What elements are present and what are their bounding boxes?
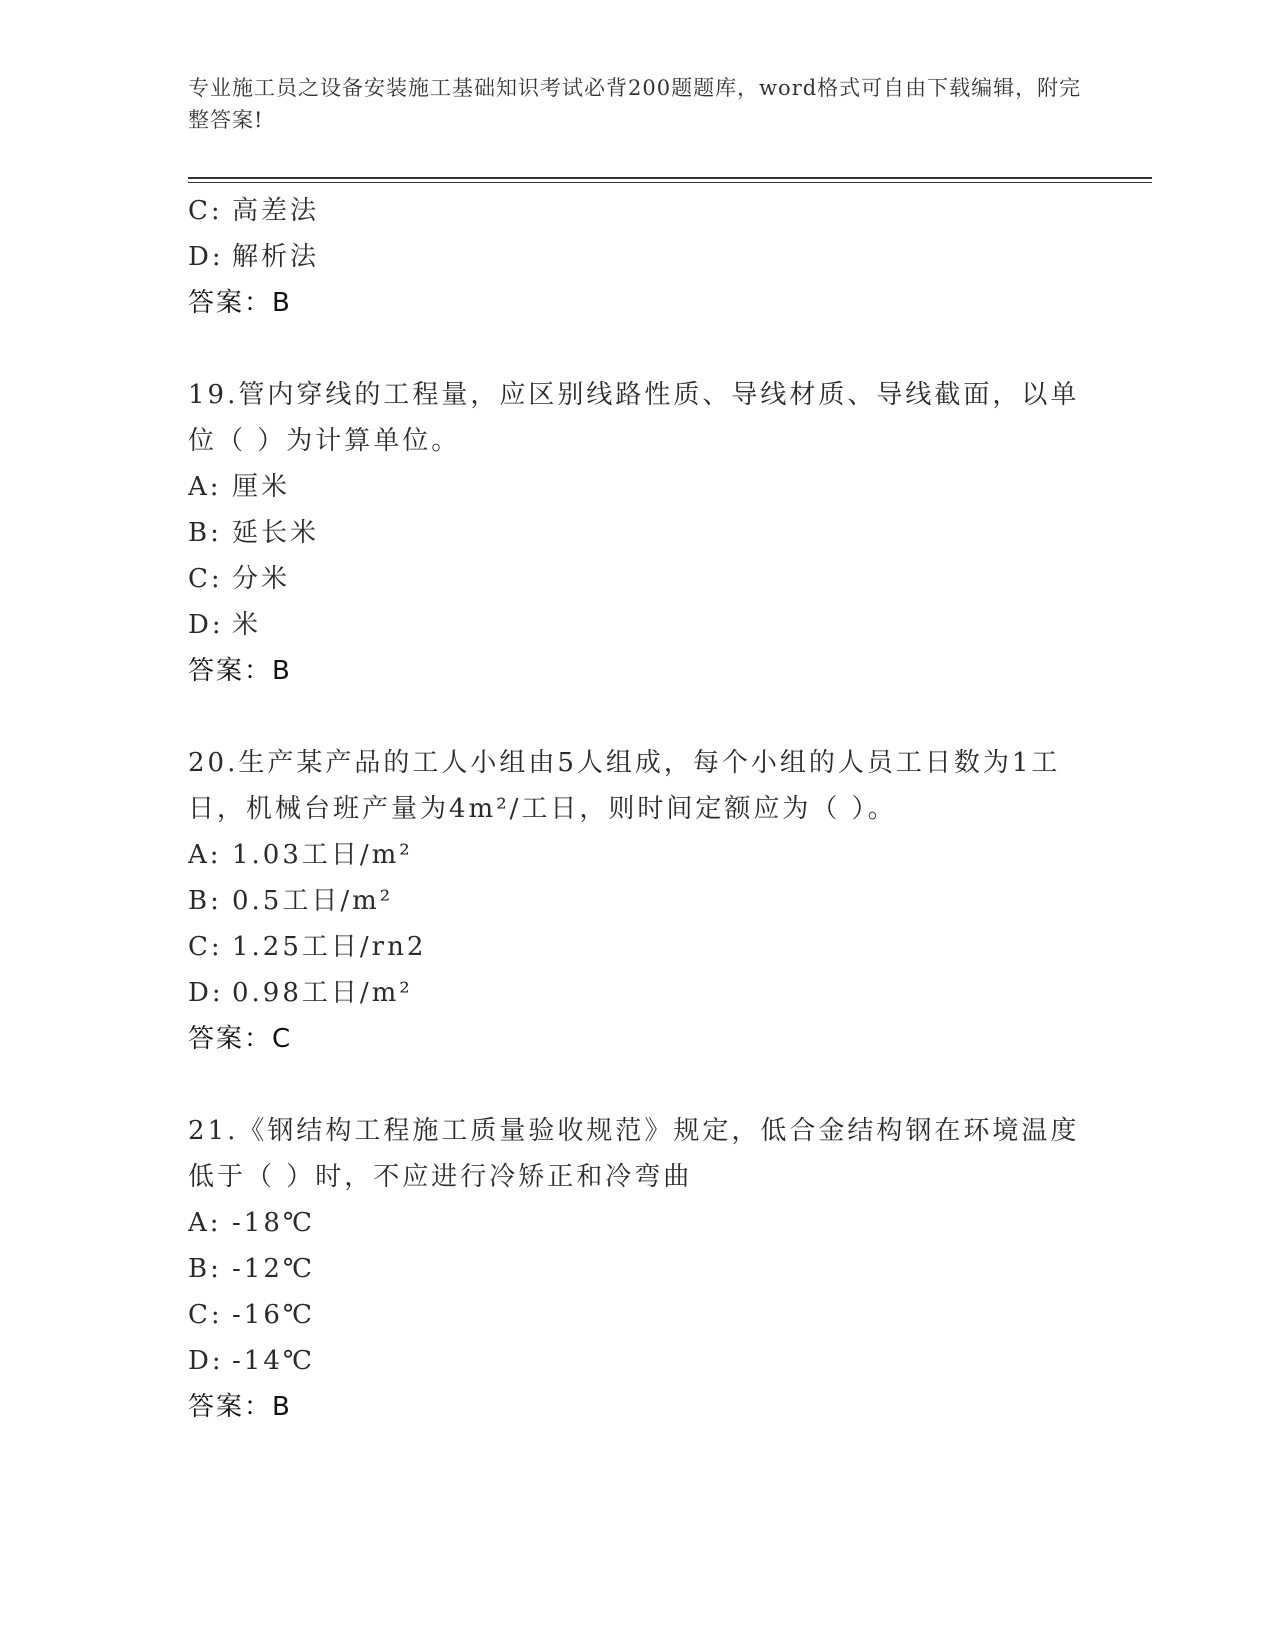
option-letter: B:	[188, 518, 222, 548]
header-divider-thin	[188, 182, 1152, 183]
option-letter: D:	[188, 610, 224, 640]
option-letter: C:	[188, 564, 223, 594]
option-a	[188, 832, 1088, 878]
answer-line: 答案：B	[188, 656, 292, 686]
option-letter: B:	[188, 886, 222, 916]
option-b	[188, 510, 1088, 556]
option-letter: B:	[188, 1254, 222, 1284]
option-letter: D:	[188, 978, 224, 1008]
question-21	[188, 1108, 1088, 1430]
option-c	[188, 556, 1088, 602]
option-text: 米	[232, 610, 262, 640]
option-text: 延长米	[232, 518, 320, 548]
question-20	[188, 740, 1088, 1062]
answer-line: 答案：C	[188, 1024, 293, 1054]
question-stem: 19.管内穿线的工程量，应区别线路性质、导线材质、导线截面，以单位（ ）为计算单位。	[188, 380, 1080, 456]
option-a	[188, 464, 1088, 510]
previous-question-tail	[188, 188, 1088, 326]
option-text: 1.03工日/m²	[232, 840, 413, 870]
answer-line: 答案：B	[188, 288, 292, 318]
option-c	[188, 924, 1088, 970]
question-stem: 20.生产某产品的工人小组由5人组成，每个小组的人员工日数为1工日，机械台班产量为4m²/工日，则时间定额应为（ ）。	[188, 748, 1061, 824]
option-b	[188, 878, 1088, 924]
option-a	[188, 1200, 1088, 1246]
spacer	[188, 694, 1088, 740]
option-text: 解析法	[232, 242, 320, 272]
header-divider-thick	[188, 177, 1152, 179]
option-text: 高差法	[232, 196, 320, 226]
spacer	[188, 1062, 1088, 1108]
option-letter: A:	[188, 1208, 222, 1238]
answer-line: 答案：B	[188, 1392, 292, 1422]
option-d	[188, 970, 1088, 1016]
document-header-title: 专业施工员之设备安装施工基础知识考试必背200题题库，word格式可自由下载编辑，附完整答案!	[188, 76, 1082, 132]
option-text: 分米	[232, 564, 291, 594]
option-c	[188, 188, 1088, 234]
option-letter: A:	[188, 472, 222, 502]
option-text: -16℃	[232, 1300, 315, 1330]
option-letter: C:	[188, 932, 223, 962]
option-text: 厘米	[232, 472, 291, 502]
question-19	[188, 372, 1088, 694]
spacer	[188, 326, 1088, 372]
option-d	[188, 1338, 1088, 1384]
option-letter: C:	[188, 196, 223, 226]
question-content	[188, 188, 1088, 1430]
option-b	[188, 1246, 1088, 1292]
option-letter: A:	[188, 840, 222, 870]
question-stem: 21.《钢结构工程施工质量验收规范》规定，低合金结构钢在环境温度低于（ ）时，不应进行冷矫正和冷弯曲	[188, 1116, 1080, 1192]
option-letter: D:	[188, 242, 224, 272]
option-text: 0.5工日/m²	[232, 886, 394, 916]
option-text: -18℃	[232, 1208, 315, 1238]
option-d	[188, 602, 1088, 648]
option-text: -14℃	[232, 1346, 315, 1376]
option-c	[188, 1292, 1088, 1338]
option-text: 1.25工日/rn2	[232, 932, 427, 962]
option-text: -12℃	[232, 1254, 315, 1284]
option-d	[188, 234, 1088, 280]
option-text: 0.98工日/m²	[232, 978, 413, 1008]
option-letter: D:	[188, 1346, 224, 1376]
option-letter: C:	[188, 1300, 223, 1330]
